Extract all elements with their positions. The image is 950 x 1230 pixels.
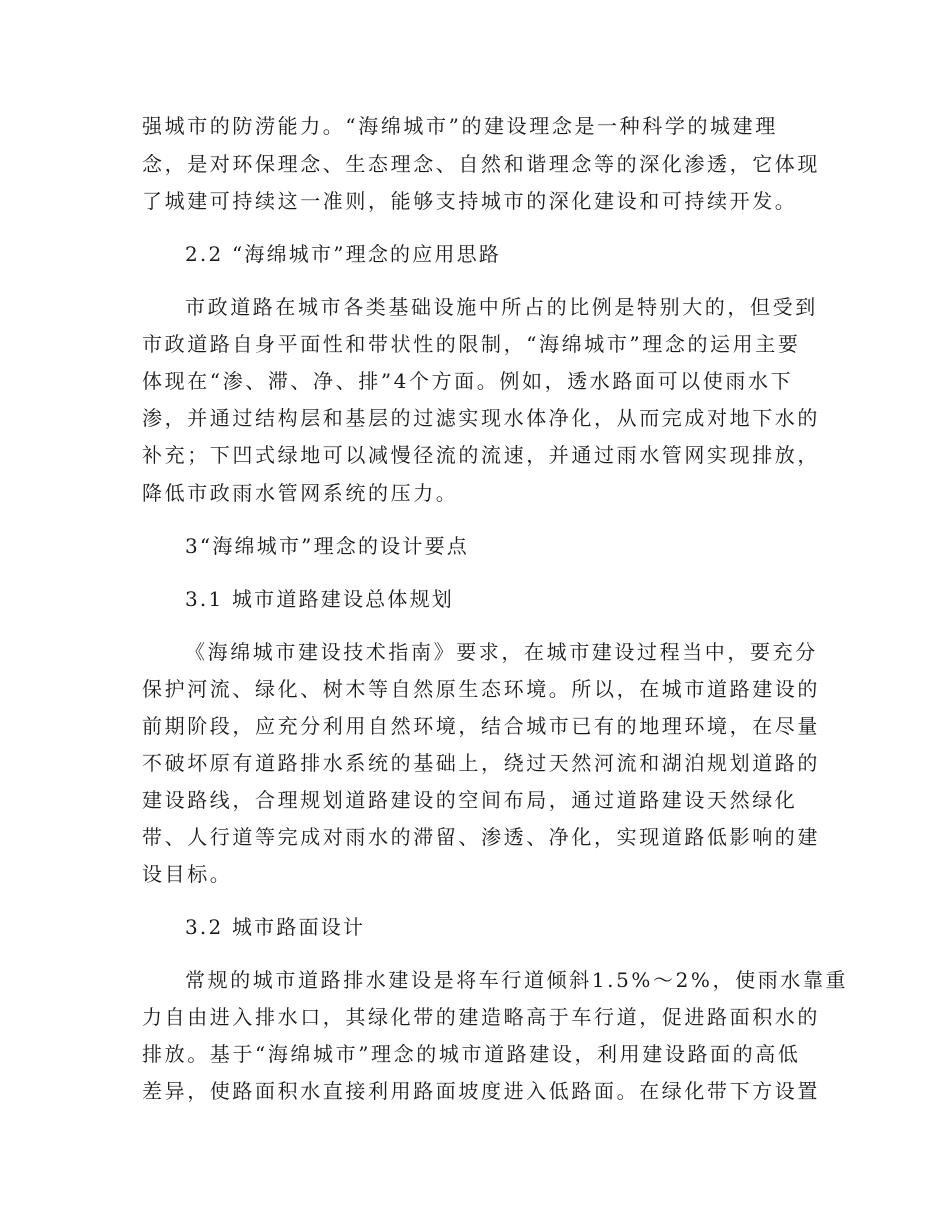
section-heading-3-2: 3.2 城市路面设计 <box>185 915 366 939</box>
paragraph-line: 力自由进入排水口，其绿化带的建造略高于车行道，促进路面积水的 <box>142 1005 820 1029</box>
paragraph-line: 强城市的防涝能力。“海绵城市”的建设理念是一种科学的城建理 <box>142 114 778 138</box>
paragraph-line: 差异，使路面积水直接利用路面坡度进入低路面。在绿化带下方设置 <box>142 1079 820 1103</box>
paragraph-line: 市政道路在城市各类基础设施中所占的比例是特别大的，但受到 <box>185 295 818 319</box>
section-heading-3: 3“海绵城市”理念的设计要点 <box>185 534 469 558</box>
paragraph-line: 降低市政雨水管网系统的压力。 <box>142 481 459 505</box>
paragraph-line: 渗，并通过结构层和基层的过滤实现水体净化，从而完成对地下水的 <box>142 406 820 430</box>
paragraph-line: 排放。基于“海绵城市”理念的城市道路建设，利用建设路面的高低 <box>142 1042 801 1066</box>
paragraph-line: 念，是对环保理念、生态理念、自然和谐理念等的深化渗透，它体现 <box>142 152 820 176</box>
paragraph-line: 保护河流、绿化、树木等自然原生态环境。所以，在城市道路建设的 <box>142 677 820 701</box>
paragraph-line: 市政道路自身平面性和带状性的限制，“海绵城市”理念的运用主要 <box>142 332 801 356</box>
paragraph-line: 《海绵城市建设技术指南》要求，在城市建设过程当中，要充分 <box>185 640 818 664</box>
section-heading-3-1: 3.1 城市道路建设总体规划 <box>185 587 454 611</box>
paragraph-line: 设目标。 <box>142 862 233 886</box>
paragraph-line: 补充；下凹式绿地可以减慢径流的流速，并通过雨水管网实现排放， <box>142 443 820 467</box>
paragraph-line: 体现在“渗、滞、净、排”4个方面。例如，透水路面可以使雨水下 <box>142 369 794 393</box>
section-heading-2-2: 2.2 “海绵城市”理念的应用思路 <box>185 242 502 266</box>
paragraph-line: 建设路线，合理规划道路建设的空间布局，通过道路建设天然绿化 <box>142 788 798 812</box>
paragraph-line: 不破坏原有道路排水系统的基础上，绕过天然河流和湖泊规划道路的 <box>142 751 820 775</box>
paragraph-line: 带、人行道等完成对雨水的滞留、渗透、净化，实现道路低影响的建 <box>142 825 820 849</box>
paragraph-line: 常规的城市道路排水建设是将车行道倾斜1.5%～2%，使雨水靠重 <box>185 968 849 992</box>
paragraph-line: 了城建可持续这一准则，能够支持城市的深化建设和可持续开发。 <box>142 189 798 213</box>
paragraph-line: 前期阶段，应充分利用自然环境，结合城市已有的地理环境，在尽量 <box>142 714 820 738</box>
